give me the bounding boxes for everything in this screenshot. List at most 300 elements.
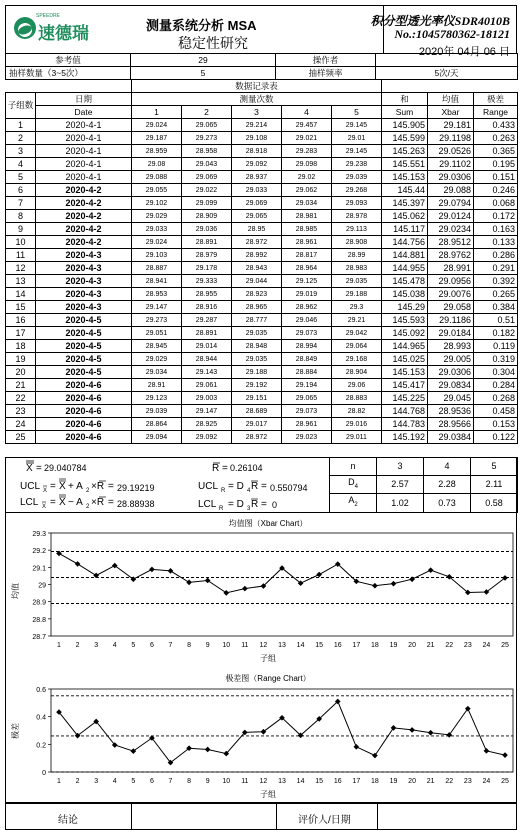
- xbar-y-tick-label: 29.3: [32, 531, 46, 538]
- measurement-cell: 28.962: [282, 301, 332, 314]
- xbar-x-tick-label: 8: [187, 642, 192, 649]
- range-x-tick-label: 25: [501, 778, 509, 785]
- group-number-cell: 10: [6, 236, 36, 249]
- measurement-cell: 29.214: [232, 119, 282, 132]
- measurement-cell: 28.964: [282, 262, 332, 275]
- range-x-tick-label: 3: [94, 778, 99, 785]
- table-row: [6, 210, 518, 223]
- range-x-tick-label: 18: [371, 778, 379, 785]
- table-row: [6, 249, 518, 262]
- xbar-data-point: [186, 580, 192, 586]
- range-cell: 0.133: [474, 236, 518, 249]
- mean-cell: 29.0234: [428, 223, 474, 236]
- report-date: 2020年 04月 06 日: [418, 46, 510, 58]
- range-cell: 0.172: [474, 210, 518, 223]
- svg-text:×R: ×R: [91, 497, 105, 508]
- trial-header: 1: [132, 106, 182, 119]
- date-cell: 2020-4-5: [36, 327, 132, 340]
- measurement-cell: 28.981: [282, 210, 332, 223]
- xbar-x-tick-label: 14: [296, 642, 305, 649]
- table-row: [6, 288, 518, 301]
- mean-cell: 29.181: [428, 119, 474, 132]
- xbar-x-tick-label: 2: [75, 642, 80, 649]
- group-number-cell: 7: [6, 197, 36, 210]
- range-data-point: [502, 752, 508, 758]
- range-cell: 0.265: [474, 288, 518, 301]
- xbar-y-tick-label: 29.2: [32, 548, 46, 556]
- data-record-table: [5, 79, 518, 444]
- xbar-x-tick-label: 21: [426, 642, 435, 649]
- conclusion-label: 结论: [58, 815, 78, 826]
- date-header: 日期: [36, 93, 132, 106]
- range-x-tick-label: 19: [389, 778, 398, 785]
- table-row: [6, 184, 518, 197]
- table-row: [6, 327, 518, 340]
- measurement-cell: 29.188: [232, 366, 282, 379]
- range-cell: 0.51: [474, 314, 518, 327]
- svg-text:=: =: [108, 481, 114, 492]
- table-row: [6, 405, 518, 418]
- xbar-data-point: [75, 561, 81, 567]
- sum-header-en: Sum: [382, 106, 428, 119]
- date-cell: 2020-4-5: [36, 353, 132, 366]
- sum-cell: 145.593: [382, 314, 428, 327]
- date-cell: 2020-4-5: [36, 366, 132, 379]
- mean-cell: 29.0306: [428, 171, 474, 184]
- range-y-tick-label: 0: [42, 770, 46, 777]
- xbar-x-tick-label: 23: [463, 642, 472, 649]
- measurement-cell: 29.017: [232, 418, 282, 431]
- trial-header: 3: [232, 106, 282, 119]
- range-cell: 0.246: [474, 184, 518, 197]
- measurement-cell: 28.909: [182, 210, 232, 223]
- range-x-tick-label: 5: [131, 778, 136, 785]
- table-row: [6, 119, 518, 132]
- measurement-cell: 29.034: [282, 197, 332, 210]
- control-limits-panel: [5, 457, 517, 513]
- range-chart-title: 极差图（Range Chart）: [225, 674, 311, 683]
- measurement-cell: 28.91: [132, 379, 182, 392]
- measurement-cell: 29.062: [282, 184, 332, 197]
- xbar-y-tick-label: 28.9: [32, 599, 46, 607]
- date-cell: 2020-4-1: [36, 145, 132, 158]
- xbar-x-tick-label: 13: [278, 642, 286, 649]
- measurement-cell: 29.092: [182, 431, 232, 444]
- table-row: [6, 314, 518, 327]
- date-header-en: Date: [36, 106, 132, 119]
- svg-text:X: X: [26, 463, 33, 474]
- sum-cell: 144.965: [382, 340, 428, 353]
- xbar-x-tick-label: 7: [168, 642, 173, 649]
- svg-text:+ A: + A: [68, 481, 83, 492]
- date-cell: 2020-4-6: [36, 405, 132, 418]
- measurement-cell: 28.955: [182, 288, 232, 301]
- measurement-cell: 29.093: [332, 197, 382, 210]
- table-row: [6, 275, 518, 288]
- group-number-cell: 8: [6, 210, 36, 223]
- constant-d4-value: 2.11: [471, 476, 518, 494]
- range-x-tick-label: 12: [259, 778, 268, 785]
- measurement-cell: 28.979: [182, 249, 232, 262]
- group-number-cell: 13: [6, 275, 36, 288]
- range-cell: 0.365: [474, 145, 518, 158]
- table-row: [6, 366, 518, 379]
- measurement-cell: 29.194: [282, 379, 332, 392]
- measurement-cell: 29.065: [282, 392, 332, 405]
- date-cell: 2020-4-3: [36, 249, 132, 262]
- measurement-cell: 28.883: [332, 392, 382, 405]
- range-cell: 0.384: [474, 301, 518, 314]
- svg-text:×R: ×R: [91, 481, 105, 492]
- range-data-point: [428, 730, 434, 736]
- measurement-cell: 29.016: [332, 418, 382, 431]
- xbar-x-tick-label: 11: [241, 642, 249, 649]
- range-cell: 0.068: [474, 197, 518, 210]
- mean-cell: 29.1198: [428, 132, 474, 145]
- sum-cell: 145.153: [382, 366, 428, 379]
- group-number-cell: 2: [6, 132, 36, 145]
- measurement-cell: 29.333: [182, 275, 232, 288]
- mean-cell: 29.0834: [428, 379, 474, 392]
- sum-cell: 145.263: [382, 145, 428, 158]
- range-x-tick-label: 1: [57, 778, 61, 785]
- range-data-point: [205, 747, 211, 753]
- measurement-cell: 28.99: [332, 249, 382, 262]
- xbar-x-tick-label: 24: [482, 642, 491, 649]
- measurement-cell: 29.021: [282, 132, 332, 145]
- range-data-point: [391, 725, 397, 731]
- record-table-title: 数据记录表: [132, 80, 382, 93]
- measurement-cell: 29.011: [332, 431, 382, 444]
- reference-value: 29: [131, 54, 276, 67]
- sum-cell: 145.29: [382, 301, 428, 314]
- xbar-chart-title: 均值图（Xbar Chart）: [228, 519, 308, 528]
- constant-a2-value: 0.73: [424, 494, 471, 513]
- table-row: [6, 262, 518, 275]
- xbar-data-point: [372, 583, 378, 589]
- table-row: [6, 392, 518, 405]
- sum-cell: 145.44: [382, 184, 428, 197]
- logo-small-text: SPEEDRE: [36, 13, 60, 19]
- measurement-cell: 28.864: [132, 418, 182, 431]
- xbar-data-point: [316, 572, 322, 578]
- measurement-cell: 29.065: [182, 119, 232, 132]
- date-cell: 2020-4-1: [36, 119, 132, 132]
- measurement-cell: 28.978: [332, 210, 382, 223]
- lcl-xbar-value: 28.88938: [117, 499, 155, 509]
- table-row: [6, 340, 518, 353]
- range-data-point: [484, 748, 490, 754]
- measurement-cell: 29.035: [232, 353, 282, 366]
- lcl-range-value: 0: [272, 500, 278, 510]
- mean-header: 均值: [428, 93, 474, 106]
- mean-cell: 28.9512: [428, 236, 474, 249]
- mean-cell: 29.0076: [428, 288, 474, 301]
- measurement-cell: 28.953: [132, 288, 182, 301]
- mean-cell: 28.993: [428, 340, 474, 353]
- measurement-cell: 29.043: [182, 158, 232, 171]
- xbar-chart-xlabel: 子组: [260, 654, 276, 663]
- measurement-cell: 29.3: [332, 301, 382, 314]
- measurement-cell: 29.151: [232, 392, 282, 405]
- measurement-cell: 29.022: [182, 184, 232, 197]
- xbar-x-tick-label: 15: [315, 642, 324, 649]
- measurement-cell: 29.192: [232, 379, 282, 392]
- table-row: [6, 171, 518, 184]
- trial-header: 2: [182, 106, 232, 119]
- sum-cell: 145.599: [382, 132, 428, 145]
- sum-cell: 144.881: [382, 249, 428, 262]
- svg-text:=: =: [222, 463, 228, 474]
- group-number-cell: 1: [6, 119, 36, 132]
- range-cell: 0.163: [474, 223, 518, 236]
- measurement-cell: 29.273: [132, 314, 182, 327]
- svg-text:R: R: [251, 481, 259, 492]
- mean-cell: 29.0956: [428, 275, 474, 288]
- measurement-cell: 29.036: [182, 223, 232, 236]
- range-x-tick-label: 16: [333, 778, 342, 785]
- measurement-cell: 28.943: [232, 262, 282, 275]
- measurement-cell: 29.088: [132, 171, 182, 184]
- xbar-x-tick-label: 20: [408, 642, 416, 649]
- trial-header: 5: [332, 106, 382, 119]
- measurement-cell: 29.033: [132, 223, 182, 236]
- xbar-x-tick-label: 6: [149, 642, 154, 649]
- measurement-cell: 29.268: [332, 184, 382, 197]
- svg-text:=: =: [261, 499, 267, 510]
- info-table: [5, 53, 518, 80]
- reference-label: 参考值: [6, 54, 131, 67]
- range-x-tick-label: 8: [187, 778, 192, 785]
- table-row: [6, 379, 518, 392]
- logo-text: 速德瑞: [38, 24, 89, 44]
- mean-cell: 29.058: [428, 301, 474, 314]
- measurement-cell: 28.992: [232, 249, 282, 262]
- range-header-en: Range: [474, 106, 518, 119]
- measurement-cell: 28.958: [182, 145, 232, 158]
- svg-text:R: R: [251, 499, 259, 510]
- measurement-cell: 28.887: [132, 262, 182, 275]
- measurement-cell: 29.039: [332, 171, 382, 184]
- sum-header: 和: [382, 93, 428, 106]
- measurement-cell: 28.904: [332, 366, 382, 379]
- svg-text:3: 3: [247, 506, 251, 512]
- range-cell: 0.284: [474, 379, 518, 392]
- measurement-cell: 29.029: [132, 210, 182, 223]
- sum-cell: 144.756: [382, 236, 428, 249]
- xbar-x-tick-label: 19: [389, 642, 398, 649]
- measurement-cell: 28.961: [282, 236, 332, 249]
- range-header: 极差: [474, 93, 518, 106]
- constant-n-value: 4: [424, 458, 471, 476]
- table-row: [6, 158, 518, 171]
- svg-text:2: 2: [86, 488, 90, 494]
- xbar-data-point: [223, 590, 229, 596]
- xbar-data-point: [149, 567, 155, 573]
- measurement-cell: 29.168: [332, 353, 382, 366]
- measurement-cell: 28.817: [282, 249, 332, 262]
- range-x-tick-label: 13: [278, 778, 286, 785]
- trial-count-header: 测量次数: [132, 93, 382, 106]
- group-number-cell: 16: [6, 314, 36, 327]
- mean-cell: 29.0384: [428, 431, 474, 444]
- group-number-cell: 6: [6, 184, 36, 197]
- mean-cell: 29.0306: [428, 366, 474, 379]
- measurement-cell: 29.035: [232, 327, 282, 340]
- ucl-range-value: 0.550794: [270, 483, 308, 493]
- group-number-cell: 14: [6, 288, 36, 301]
- measurement-cell: 28.918: [232, 145, 282, 158]
- range-cell: 0.433: [474, 119, 518, 132]
- measurement-cell: 29.273: [182, 132, 232, 145]
- sum-cell: 144.768: [382, 405, 428, 418]
- table-row: [6, 197, 518, 210]
- xbar-x-tick-label: 3: [94, 642, 99, 649]
- sample-size-label: 抽样数量（3~5次）: [6, 67, 131, 80]
- range-cell: 0.319: [474, 353, 518, 366]
- measurement-cell: 29.187: [132, 132, 182, 145]
- measurement-cell: 28.923: [232, 288, 282, 301]
- xbar-series-line: [59, 553, 505, 593]
- xbar-chart: [6, 513, 516, 663]
- measurement-cell: 28.983: [332, 262, 382, 275]
- measurement-cell: 28.908: [332, 236, 382, 249]
- range-chart: [6, 671, 516, 801]
- xbar-x-tick-label: 16: [333, 642, 342, 649]
- svg-text:=: =: [108, 497, 114, 508]
- sample-size-value: 5: [131, 67, 276, 80]
- constant-n-label: n: [330, 458, 377, 476]
- date-cell: 2020-4-5: [36, 340, 132, 353]
- sum-cell: 145.417: [382, 379, 428, 392]
- reviewer-label: 评价人/日期: [298, 815, 351, 826]
- date-cell: 2020-4-3: [36, 288, 132, 301]
- measurement-cell: 28.985: [282, 223, 332, 236]
- range-x-tick-label: 20: [408, 778, 416, 785]
- constant-a2-value: 0.58: [471, 494, 518, 513]
- svg-text:=: =: [50, 481, 56, 492]
- table-row: [6, 223, 518, 236]
- table-row: [6, 431, 518, 444]
- mean-cell: 29.1102: [428, 158, 474, 171]
- measurement-cell: 28.994: [282, 340, 332, 353]
- date-cell: 2020-4-6: [36, 431, 132, 444]
- svg-text:=: =: [50, 497, 56, 508]
- page-title: 测量系统分析 MSA: [146, 18, 257, 33]
- xbar-x-tick-label: 5: [131, 642, 136, 649]
- xbar-data-point: [391, 581, 397, 587]
- xbar-data-point: [428, 567, 434, 573]
- measurement-cell: 29.108: [232, 132, 282, 145]
- range-cell: 0.195: [474, 158, 518, 171]
- constant-a2-value: 1.02: [377, 494, 424, 513]
- xbar-x-tick-label: 25: [501, 642, 509, 649]
- measurement-cell: 29.024: [132, 119, 182, 132]
- mean-cell: 29.0794: [428, 197, 474, 210]
- range-x-tick-label: 7: [168, 778, 173, 785]
- sampling-frequency-label: 抽样频率: [276, 67, 376, 80]
- range-cell: 0.182: [474, 327, 518, 340]
- mean-cell: 29.1186: [428, 314, 474, 327]
- group-number-cell: 4: [6, 158, 36, 171]
- measurement-cell: 29.102: [132, 197, 182, 210]
- xbar-data-point: [409, 576, 415, 582]
- svg-text:R: R: [219, 506, 224, 512]
- measurement-cell: 28.95: [232, 223, 282, 236]
- measurement-cell: 29.178: [182, 262, 232, 275]
- range-x-tick-label: 24: [482, 778, 491, 785]
- sum-cell: 145.153: [382, 171, 428, 184]
- group-number-cell: 25: [6, 431, 36, 444]
- svg-text:2: 2: [86, 504, 90, 510]
- serial-number: No.:1045780362-18121: [394, 27, 510, 41]
- svg-text:R: R: [212, 463, 220, 474]
- date-cell: 2020-4-1: [36, 132, 132, 145]
- svg-text:− A: − A: [68, 497, 83, 508]
- svg-text:= D: = D: [228, 481, 244, 492]
- svg-text:LCL: LCL: [198, 499, 217, 510]
- table-row: [6, 132, 518, 145]
- measurement-cell: 29.019: [282, 288, 332, 301]
- xbar-y-tick-label: 29.1: [32, 565, 46, 573]
- measurement-cell: 29.073: [282, 405, 332, 418]
- svg-text:4: 4: [247, 488, 251, 494]
- measurement-cell: 29.147: [182, 405, 232, 418]
- group-number-cell: 5: [6, 171, 36, 184]
- measurement-cell: 29.457: [282, 119, 332, 132]
- group-number-cell: 12: [6, 262, 36, 275]
- constant-d4-label: $D_4$: [330, 476, 377, 494]
- sum-cell: 144.783: [382, 418, 428, 431]
- date-cell: 2020-4-6: [36, 379, 132, 392]
- range-cell: 0.122: [474, 431, 518, 444]
- measurement-cell: 28.972: [232, 236, 282, 249]
- group-number-cell: 18: [6, 340, 36, 353]
- xbar-x-tick-label: 17: [352, 642, 361, 649]
- measurement-cell: 29.143: [182, 366, 232, 379]
- xbar-x-tick-label: 22: [445, 642, 454, 649]
- measurement-cell: 29.238: [332, 158, 382, 171]
- xbar-data-point: [242, 586, 248, 592]
- date-cell: 2020-4-6: [36, 392, 132, 405]
- range-data-point: [409, 727, 415, 733]
- constant-a2-label: $A_2$: [330, 494, 377, 513]
- range-x-tick-label: 10: [222, 778, 231, 785]
- range-cell: 0.458: [474, 405, 518, 418]
- sum-cell: 145.117: [382, 223, 428, 236]
- measurement-cell: 29.21: [332, 314, 382, 327]
- measurement-cell: 29.098: [282, 158, 332, 171]
- measurement-cell: 29.283: [282, 145, 332, 158]
- mean-cell: 29.045: [428, 392, 474, 405]
- ucl-xbar-value: 29.19219: [117, 483, 155, 493]
- measurement-cell: 29.065: [232, 210, 282, 223]
- range-x-tick-label: 11: [241, 778, 249, 785]
- constants-table: [329, 457, 518, 513]
- range-y-tick-label: 0.4: [36, 714, 46, 722]
- company-logo: [14, 13, 94, 44]
- measurement-cell: 28.891: [182, 327, 232, 340]
- table-row: [6, 236, 518, 249]
- xbar-data-point: [205, 578, 211, 584]
- measurement-cell: 29.01: [332, 132, 382, 145]
- measurement-cell: 29.039: [132, 405, 182, 418]
- group-number-cell: 22: [6, 392, 36, 405]
- measurement-cell: 28.961: [282, 418, 332, 431]
- measurement-cell: 28.82: [332, 405, 382, 418]
- range-chart-ylabel: 极差: [11, 723, 20, 739]
- range-chart-xlabel: 子组: [260, 790, 276, 799]
